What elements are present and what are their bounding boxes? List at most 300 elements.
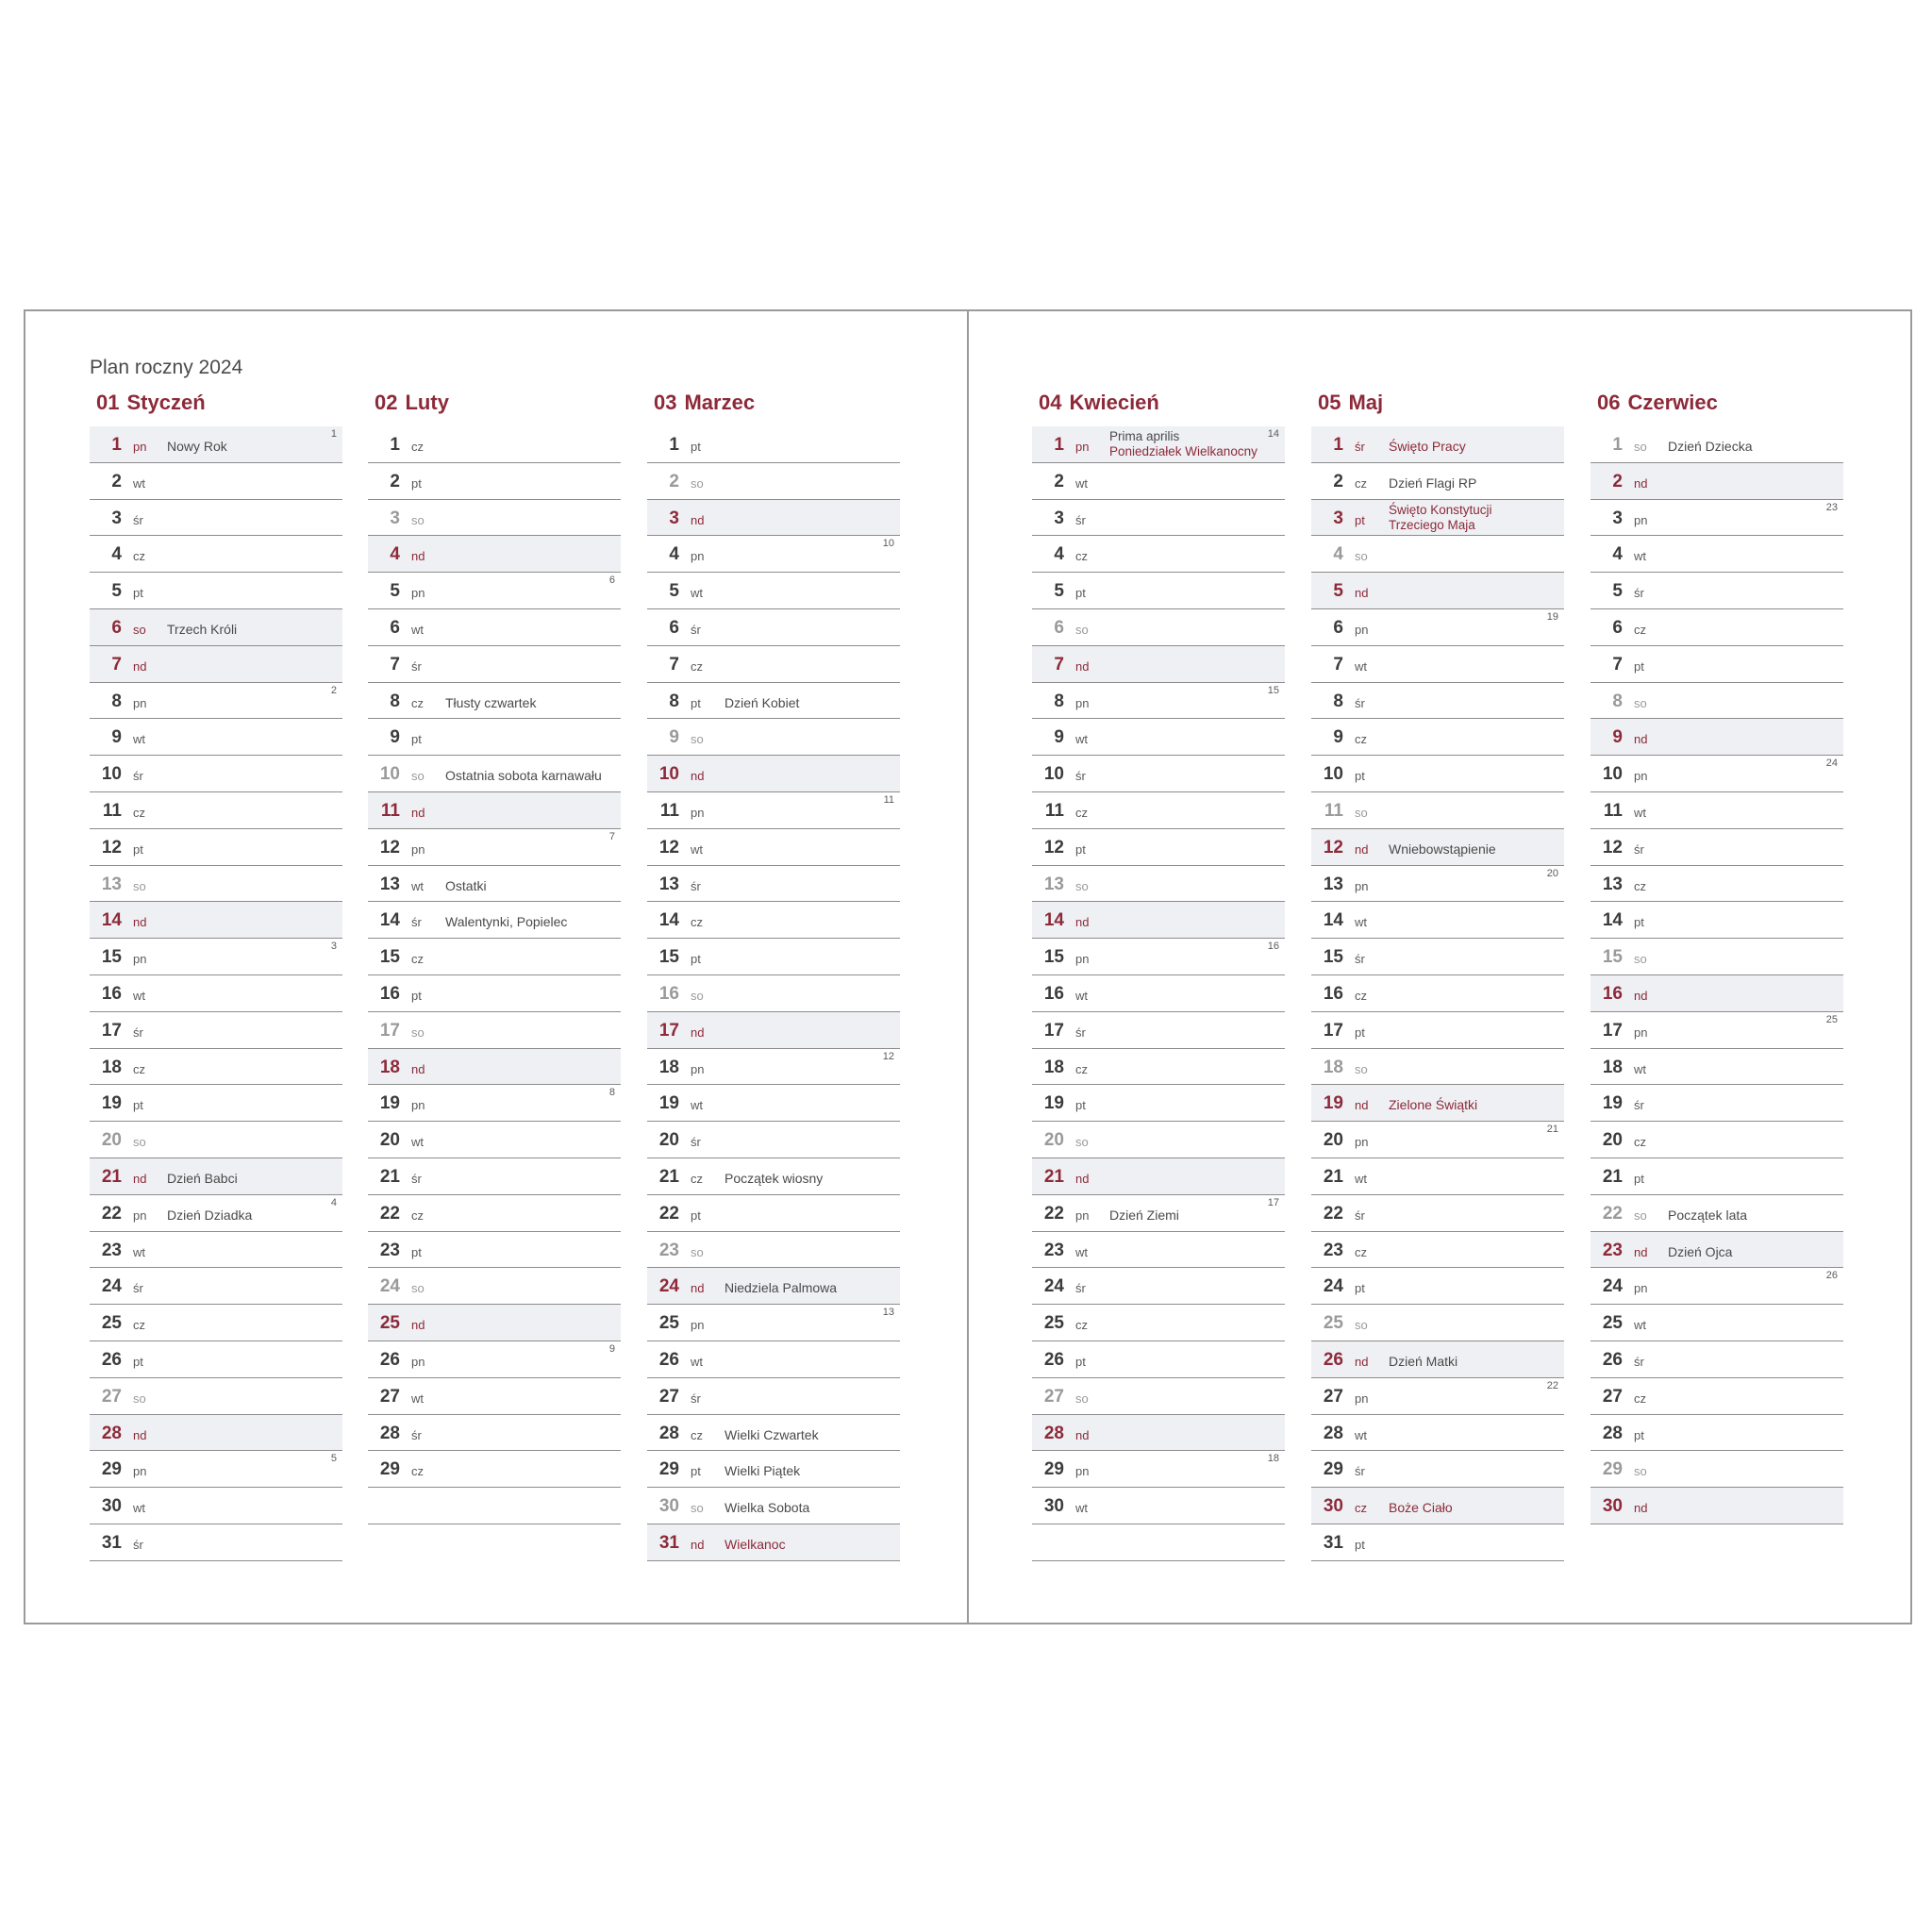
day-row[interactable] — [1591, 1268, 1843, 1305]
day-row[interactable] — [1591, 902, 1843, 939]
day-row[interactable] — [1311, 1122, 1564, 1158]
day-row[interactable] — [1032, 1451, 1285, 1488]
day-row[interactable] — [368, 1305, 621, 1341]
weekday-label: pn — [1634, 1024, 1648, 1040]
weekday-label: pt — [133, 586, 143, 601]
day-row[interactable] — [90, 1158, 342, 1195]
day-row[interactable] — [647, 1268, 900, 1305]
day-row[interactable] — [647, 609, 900, 646]
day-row[interactable] — [1591, 573, 1843, 609]
weekday-label: nd — [1355, 1098, 1369, 1113]
day-row[interactable] — [368, 1378, 621, 1415]
weekday-label: pn — [1075, 952, 1090, 967]
day-row[interactable] — [1311, 902, 1564, 939]
weekday-label: so — [691, 988, 704, 1003]
day-row[interactable] — [1032, 719, 1285, 756]
day-row[interactable] — [90, 646, 342, 683]
day-row[interactable] — [647, 1158, 900, 1195]
day-number: 4 — [390, 544, 400, 565]
week-number: 5 — [330, 1453, 337, 1465]
day-row[interactable] — [90, 536, 342, 573]
day-row[interactable] — [368, 426, 621, 463]
day-number: 12 — [379, 837, 400, 858]
day-row[interactable] — [647, 1378, 900, 1415]
day-row[interactable] — [1591, 500, 1843, 537]
day-row[interactable] — [1591, 792, 1843, 829]
day-row[interactable] — [368, 1232, 621, 1269]
day-row[interactable] — [90, 573, 342, 609]
day-row[interactable] — [368, 463, 621, 500]
day-row[interactable] — [1311, 792, 1564, 829]
day-row[interactable] — [368, 1415, 621, 1452]
day-row[interactable] — [1311, 573, 1564, 609]
day-row[interactable] — [647, 1012, 900, 1049]
day-row[interactable] — [1311, 1451, 1564, 1488]
weekday-label: pn — [133, 695, 147, 710]
day-row[interactable] — [1591, 1195, 1843, 1232]
day-row[interactable] — [1591, 1341, 1843, 1378]
weekday-label: pn — [411, 841, 425, 857]
day-number: 3 — [1333, 508, 1343, 528]
day-number: 26 — [379, 1349, 400, 1370]
day-number: 21 — [1323, 1166, 1343, 1187]
day-row[interactable] — [647, 1122, 900, 1158]
day-row[interactable] — [90, 1085, 342, 1122]
weekday-label: so — [411, 512, 425, 527]
day-row[interactable] — [647, 1341, 900, 1378]
month-number: 04 — [1039, 391, 1062, 414]
day-row[interactable] — [368, 829, 621, 866]
weekday-label: śr — [133, 1024, 143, 1040]
weekday-label: cz — [411, 440, 424, 454]
day-number: 7 — [111, 654, 122, 675]
day-row[interactable] — [1032, 1268, 1285, 1305]
day-row[interactable] — [647, 683, 900, 720]
day-row[interactable] — [1311, 1305, 1564, 1341]
day-row[interactable] — [368, 683, 621, 720]
day-row[interactable] — [1032, 1158, 1285, 1195]
weekday-label: nd — [411, 549, 425, 564]
day-row[interactable] — [1032, 975, 1285, 1012]
day-row[interactable] — [1311, 463, 1564, 500]
day-row[interactable] — [90, 866, 342, 903]
weekday-label: so — [411, 769, 425, 784]
day-row[interactable] — [647, 829, 900, 866]
day-row[interactable] — [1311, 1195, 1564, 1232]
day-row[interactable] — [1311, 719, 1564, 756]
weekday-label: pt — [691, 1208, 701, 1223]
day-row[interactable] — [1032, 939, 1285, 975]
month-header — [647, 387, 900, 426]
day-row[interactable] — [90, 1049, 342, 1086]
weekday-label: so — [1634, 440, 1647, 454]
day-row[interactable] — [647, 719, 900, 756]
day-row[interactable] — [1032, 1195, 1285, 1232]
day-row[interactable] — [1591, 939, 1843, 975]
day-row[interactable] — [1311, 1049, 1564, 1086]
day-row[interactable] — [90, 1524, 342, 1561]
day-number: 30 — [1043, 1496, 1064, 1517]
weekday-label: so — [411, 1024, 425, 1040]
day-row[interactable] — [90, 1378, 342, 1415]
day-row[interactable] — [1311, 866, 1564, 903]
week-number: 11 — [883, 793, 894, 806]
day-number: 17 — [1323, 1020, 1343, 1041]
day-row[interactable] — [647, 902, 900, 939]
weekday-label: cz — [1075, 805, 1088, 820]
day-row[interactable] — [1311, 1268, 1564, 1305]
weekday-label: śr — [411, 915, 422, 930]
day-note: Dzień Dziadka — [167, 1207, 253, 1223]
week-number: 16 — [1267, 941, 1279, 953]
day-number: 29 — [1043, 1459, 1064, 1480]
day-row[interactable] — [1591, 1305, 1843, 1341]
weekday-label: nd — [1075, 915, 1090, 930]
month-column-01 — [90, 387, 342, 1561]
weekday-label: pt — [133, 1354, 143, 1369]
day-number: 13 — [101, 874, 122, 894]
weekday-label: pn — [1075, 1464, 1090, 1479]
day-row[interactable] — [1032, 829, 1285, 866]
weekday-label: wt — [411, 622, 424, 637]
day-row[interactable] — [368, 792, 621, 829]
day-row[interactable] — [90, 1451, 342, 1488]
day-row[interactable] — [90, 1122, 342, 1158]
day-row[interactable] — [1591, 1415, 1843, 1452]
day-row[interactable] — [90, 1305, 342, 1341]
day-note: Dzień Ojca — [1668, 1243, 1733, 1259]
day-row[interactable] — [90, 1268, 342, 1305]
day-row[interactable] — [90, 829, 342, 866]
day-row[interactable] — [368, 500, 621, 537]
day-number: 25 — [1043, 1313, 1064, 1334]
day-row[interactable] — [1311, 426, 1564, 463]
day-number: 15 — [658, 947, 679, 968]
day-number: 22 — [1602, 1203, 1623, 1224]
day-row[interactable] — [368, 1158, 621, 1195]
day-row[interactable] — [90, 902, 342, 939]
day-row[interactable] — [1032, 536, 1285, 573]
day-number: 24 — [1043, 1276, 1064, 1297]
day-number: 8 — [1612, 691, 1623, 711]
day-number: 6 — [1054, 617, 1064, 638]
day-row[interactable] — [90, 792, 342, 829]
day-row[interactable] — [1311, 646, 1564, 683]
day-row[interactable] — [647, 500, 900, 537]
day-row[interactable] — [1311, 1012, 1564, 1049]
day-row[interactable] — [368, 1451, 621, 1488]
day-row[interactable] — [647, 1195, 900, 1232]
day-row[interactable] — [1032, 1524, 1285, 1561]
day-row[interactable] — [368, 719, 621, 756]
day-row[interactable] — [368, 536, 621, 573]
day-number: 17 — [658, 1020, 679, 1041]
day-row[interactable] — [1311, 500, 1564, 537]
weekday-label: cz — [691, 658, 703, 674]
day-note: Dzień Flagi RP — [1389, 475, 1477, 491]
day-row[interactable] — [647, 1524, 900, 1561]
day-number: 14 — [1323, 910, 1343, 931]
day-row[interactable] — [647, 975, 900, 1012]
day-row[interactable] — [1311, 1524, 1564, 1561]
day-row[interactable] — [368, 975, 621, 1012]
day-row[interactable] — [1311, 829, 1564, 866]
day-row[interactable] — [1311, 1415, 1564, 1452]
day-row[interactable] — [1032, 646, 1285, 683]
month-number: 06 — [1597, 391, 1621, 414]
day-row[interactable] — [1032, 1305, 1285, 1341]
day-row[interactable] — [1032, 573, 1285, 609]
day-row[interactable] — [90, 683, 342, 720]
day-row[interactable] — [647, 939, 900, 975]
day-number: 4 — [1054, 544, 1064, 565]
day-row[interactable] — [1032, 1341, 1285, 1378]
day-row[interactable] — [368, 1488, 621, 1524]
day-number: 20 — [1323, 1130, 1343, 1151]
day-row[interactable] — [1591, 536, 1843, 573]
day-row[interactable] — [1591, 609, 1843, 646]
day-row[interactable] — [647, 792, 900, 829]
day-row[interactable] — [368, 609, 621, 646]
weekday-label: cz — [1075, 549, 1088, 564]
day-number: 19 — [1323, 1093, 1343, 1114]
day-note: Dzień Dziecka — [1668, 439, 1753, 454]
weekday-label: nd — [1355, 841, 1369, 857]
day-row[interactable] — [647, 1488, 900, 1524]
day-row[interactable] — [647, 463, 900, 500]
day-row[interactable] — [368, 1012, 621, 1049]
weekday-label: so — [1075, 622, 1089, 637]
day-row[interactable] — [1032, 756, 1285, 792]
day-row[interactable] — [90, 500, 342, 537]
weekday-label: pt — [411, 1244, 422, 1259]
month-name: Czerwiec — [1627, 391, 1718, 414]
day-row[interactable] — [368, 1341, 621, 1378]
day-number: 29 — [1323, 1459, 1343, 1480]
day-number: 29 — [379, 1459, 400, 1480]
day-row[interactable] — [1032, 426, 1285, 463]
day-row[interactable] — [1032, 609, 1285, 646]
weekday-label: cz — [1075, 1061, 1088, 1076]
day-row[interactable] — [1591, 719, 1843, 756]
day-row[interactable] — [647, 1451, 900, 1488]
day-row[interactable] — [1032, 500, 1285, 537]
day-row[interactable] — [1311, 1488, 1564, 1524]
weekday-label: śr — [1075, 1281, 1086, 1296]
day-row[interactable] — [1311, 756, 1564, 792]
day-row[interactable] — [1591, 426, 1843, 463]
day-row[interactable] — [368, 939, 621, 975]
day-row[interactable] — [368, 1085, 621, 1122]
day-number: 5 — [669, 581, 679, 602]
day-number: 1 — [669, 435, 679, 455]
day-number: 28 — [658, 1423, 679, 1443]
day-row[interactable] — [368, 1268, 621, 1305]
day-number: 13 — [379, 874, 400, 894]
day-number: 25 — [379, 1313, 400, 1334]
weekday-label: cz — [1355, 475, 1367, 491]
day-row[interactable] — [368, 1049, 621, 1086]
day-row[interactable] — [647, 573, 900, 609]
weekday-label: so — [1355, 805, 1368, 820]
day-number: 9 — [1333, 727, 1343, 748]
day-number: 24 — [1323, 1276, 1343, 1297]
day-row[interactable] — [1032, 866, 1285, 903]
day-number: 10 — [379, 764, 400, 785]
day-row[interactable] — [1591, 1049, 1843, 1086]
month-header — [1311, 387, 1564, 426]
day-number: 17 — [379, 1020, 400, 1041]
day-row[interactable] — [90, 609, 342, 646]
day-row[interactable] — [1311, 1232, 1564, 1269]
day-row[interactable] — [1311, 975, 1564, 1012]
day-row[interactable] — [1591, 1378, 1843, 1415]
day-note: Niedziela Palmowa — [724, 1280, 838, 1296]
day-number: 16 — [379, 983, 400, 1004]
day-row[interactable] — [647, 536, 900, 573]
day-row[interactable] — [1032, 902, 1285, 939]
day-row[interactable] — [1591, 866, 1843, 903]
day-row[interactable] — [647, 1415, 900, 1452]
day-row[interactable] — [90, 1195, 342, 1232]
day-row[interactable] — [1591, 463, 1843, 500]
day-row[interactable] — [90, 1232, 342, 1269]
day-row[interactable] — [90, 939, 342, 975]
weekday-label: pt — [411, 475, 422, 491]
day-row[interactable] — [1311, 609, 1564, 646]
day-row[interactable] — [1032, 1012, 1285, 1049]
weekday-label: cz — [1355, 988, 1367, 1003]
month-column-03 — [647, 387, 900, 1561]
day-row[interactable] — [1591, 1158, 1843, 1195]
day-number: 21 — [658, 1166, 679, 1187]
week-number: 22 — [1546, 1379, 1558, 1391]
month-name: Maj — [1348, 391, 1384, 414]
day-number: 11 — [659, 800, 679, 821]
day-number: 23 — [101, 1240, 122, 1260]
day-row[interactable] — [368, 573, 621, 609]
day-row[interactable] — [1311, 536, 1564, 573]
month-header — [1032, 387, 1285, 426]
day-row[interactable] — [1032, 1378, 1285, 1415]
day-row[interactable] — [1032, 1122, 1285, 1158]
day-row[interactable] — [1591, 1232, 1843, 1269]
day-number: 23 — [1043, 1240, 1064, 1260]
day-row[interactable] — [647, 1085, 900, 1122]
day-row[interactable] — [1591, 975, 1843, 1012]
day-row[interactable] — [1311, 1158, 1564, 1195]
day-row[interactable] — [1032, 1049, 1285, 1086]
day-row[interactable] — [90, 756, 342, 792]
weekday-label: so — [691, 475, 704, 491]
day-row[interactable] — [368, 1122, 621, 1158]
weekday-label: nd — [1075, 1427, 1090, 1442]
day-row[interactable] — [1311, 939, 1564, 975]
day-row[interactable] — [647, 646, 900, 683]
day-row[interactable] — [90, 1012, 342, 1049]
day-row[interactable] — [90, 975, 342, 1012]
day-row[interactable] — [90, 463, 342, 500]
day-row[interactable] — [1032, 1488, 1285, 1524]
day-row[interactable] — [90, 1488, 342, 1524]
day-row[interactable] — [647, 1305, 900, 1341]
day-note: Dzień Matki — [1389, 1353, 1458, 1369]
day-row[interactable] — [1311, 683, 1564, 720]
weekday-label: so — [411, 1281, 425, 1296]
day-row[interactable] — [647, 1049, 900, 1086]
day-row[interactable] — [1591, 829, 1843, 866]
day-row[interactable] — [1591, 1122, 1843, 1158]
day-row[interactable] — [90, 426, 342, 463]
day-row[interactable] — [1591, 1488, 1843, 1524]
day-row[interactable] — [1032, 463, 1285, 500]
day-row[interactable] — [1591, 756, 1843, 792]
day-row[interactable] — [647, 866, 900, 903]
day-row[interactable] — [1032, 1415, 1285, 1452]
day-number: 26 — [101, 1349, 122, 1370]
month-name: Marzec — [684, 391, 756, 414]
day-row[interactable] — [368, 646, 621, 683]
day-row[interactable] — [1032, 1085, 1285, 1122]
day-row[interactable] — [647, 426, 900, 463]
weekday-label: cz — [133, 549, 145, 564]
day-row[interactable] — [1591, 1085, 1843, 1122]
day-row[interactable] — [647, 1232, 900, 1269]
day-row[interactable] — [1311, 1085, 1564, 1122]
weekday-label: pt — [1634, 658, 1644, 674]
day-note: Wielka Sobota — [724, 1500, 810, 1516]
day-number: 14 — [658, 910, 679, 931]
weekday-label: cz — [1634, 1135, 1646, 1150]
day-row[interactable] — [1311, 1378, 1564, 1415]
day-number: 28 — [1602, 1423, 1623, 1443]
weekday-label: cz — [691, 1427, 703, 1442]
weekday-label: śr — [691, 622, 701, 637]
day-row[interactable] — [647, 756, 900, 792]
day-number: 27 — [379, 1386, 400, 1407]
day-row[interactable] — [368, 902, 621, 939]
day-row[interactable] — [90, 1341, 342, 1378]
day-number: 31 — [1323, 1532, 1343, 1553]
day-row[interactable] — [1032, 683, 1285, 720]
day-row[interactable] — [368, 866, 621, 903]
day-row[interactable] — [368, 1195, 621, 1232]
day-row[interactable] — [368, 756, 621, 792]
day-row[interactable] — [90, 1415, 342, 1452]
day-row[interactable] — [1591, 683, 1843, 720]
day-row[interactable] — [1032, 792, 1285, 829]
day-number: 12 — [1602, 837, 1623, 858]
weekday-label: nd — [411, 1061, 425, 1076]
day-number: 19 — [379, 1093, 400, 1114]
day-row[interactable] — [1591, 1012, 1843, 1049]
day-row[interactable] — [90, 719, 342, 756]
weekday-label: pn — [691, 1061, 705, 1076]
week-number: 14 — [1267, 428, 1279, 440]
weekday-label: pt — [133, 1098, 143, 1113]
day-row[interactable] — [1591, 1451, 1843, 1488]
day-number: 4 — [111, 544, 122, 565]
day-row[interactable] — [1591, 646, 1843, 683]
day-number: 30 — [658, 1496, 679, 1517]
weekday-label: wt — [133, 988, 145, 1003]
day-row[interactable] — [1032, 1232, 1285, 1269]
weekday-label: pn — [411, 1098, 425, 1113]
weekday-label: so — [133, 1135, 146, 1150]
day-row[interactable] — [1311, 1341, 1564, 1378]
week-number: 3 — [330, 941, 337, 953]
day-number: 10 — [658, 764, 679, 785]
